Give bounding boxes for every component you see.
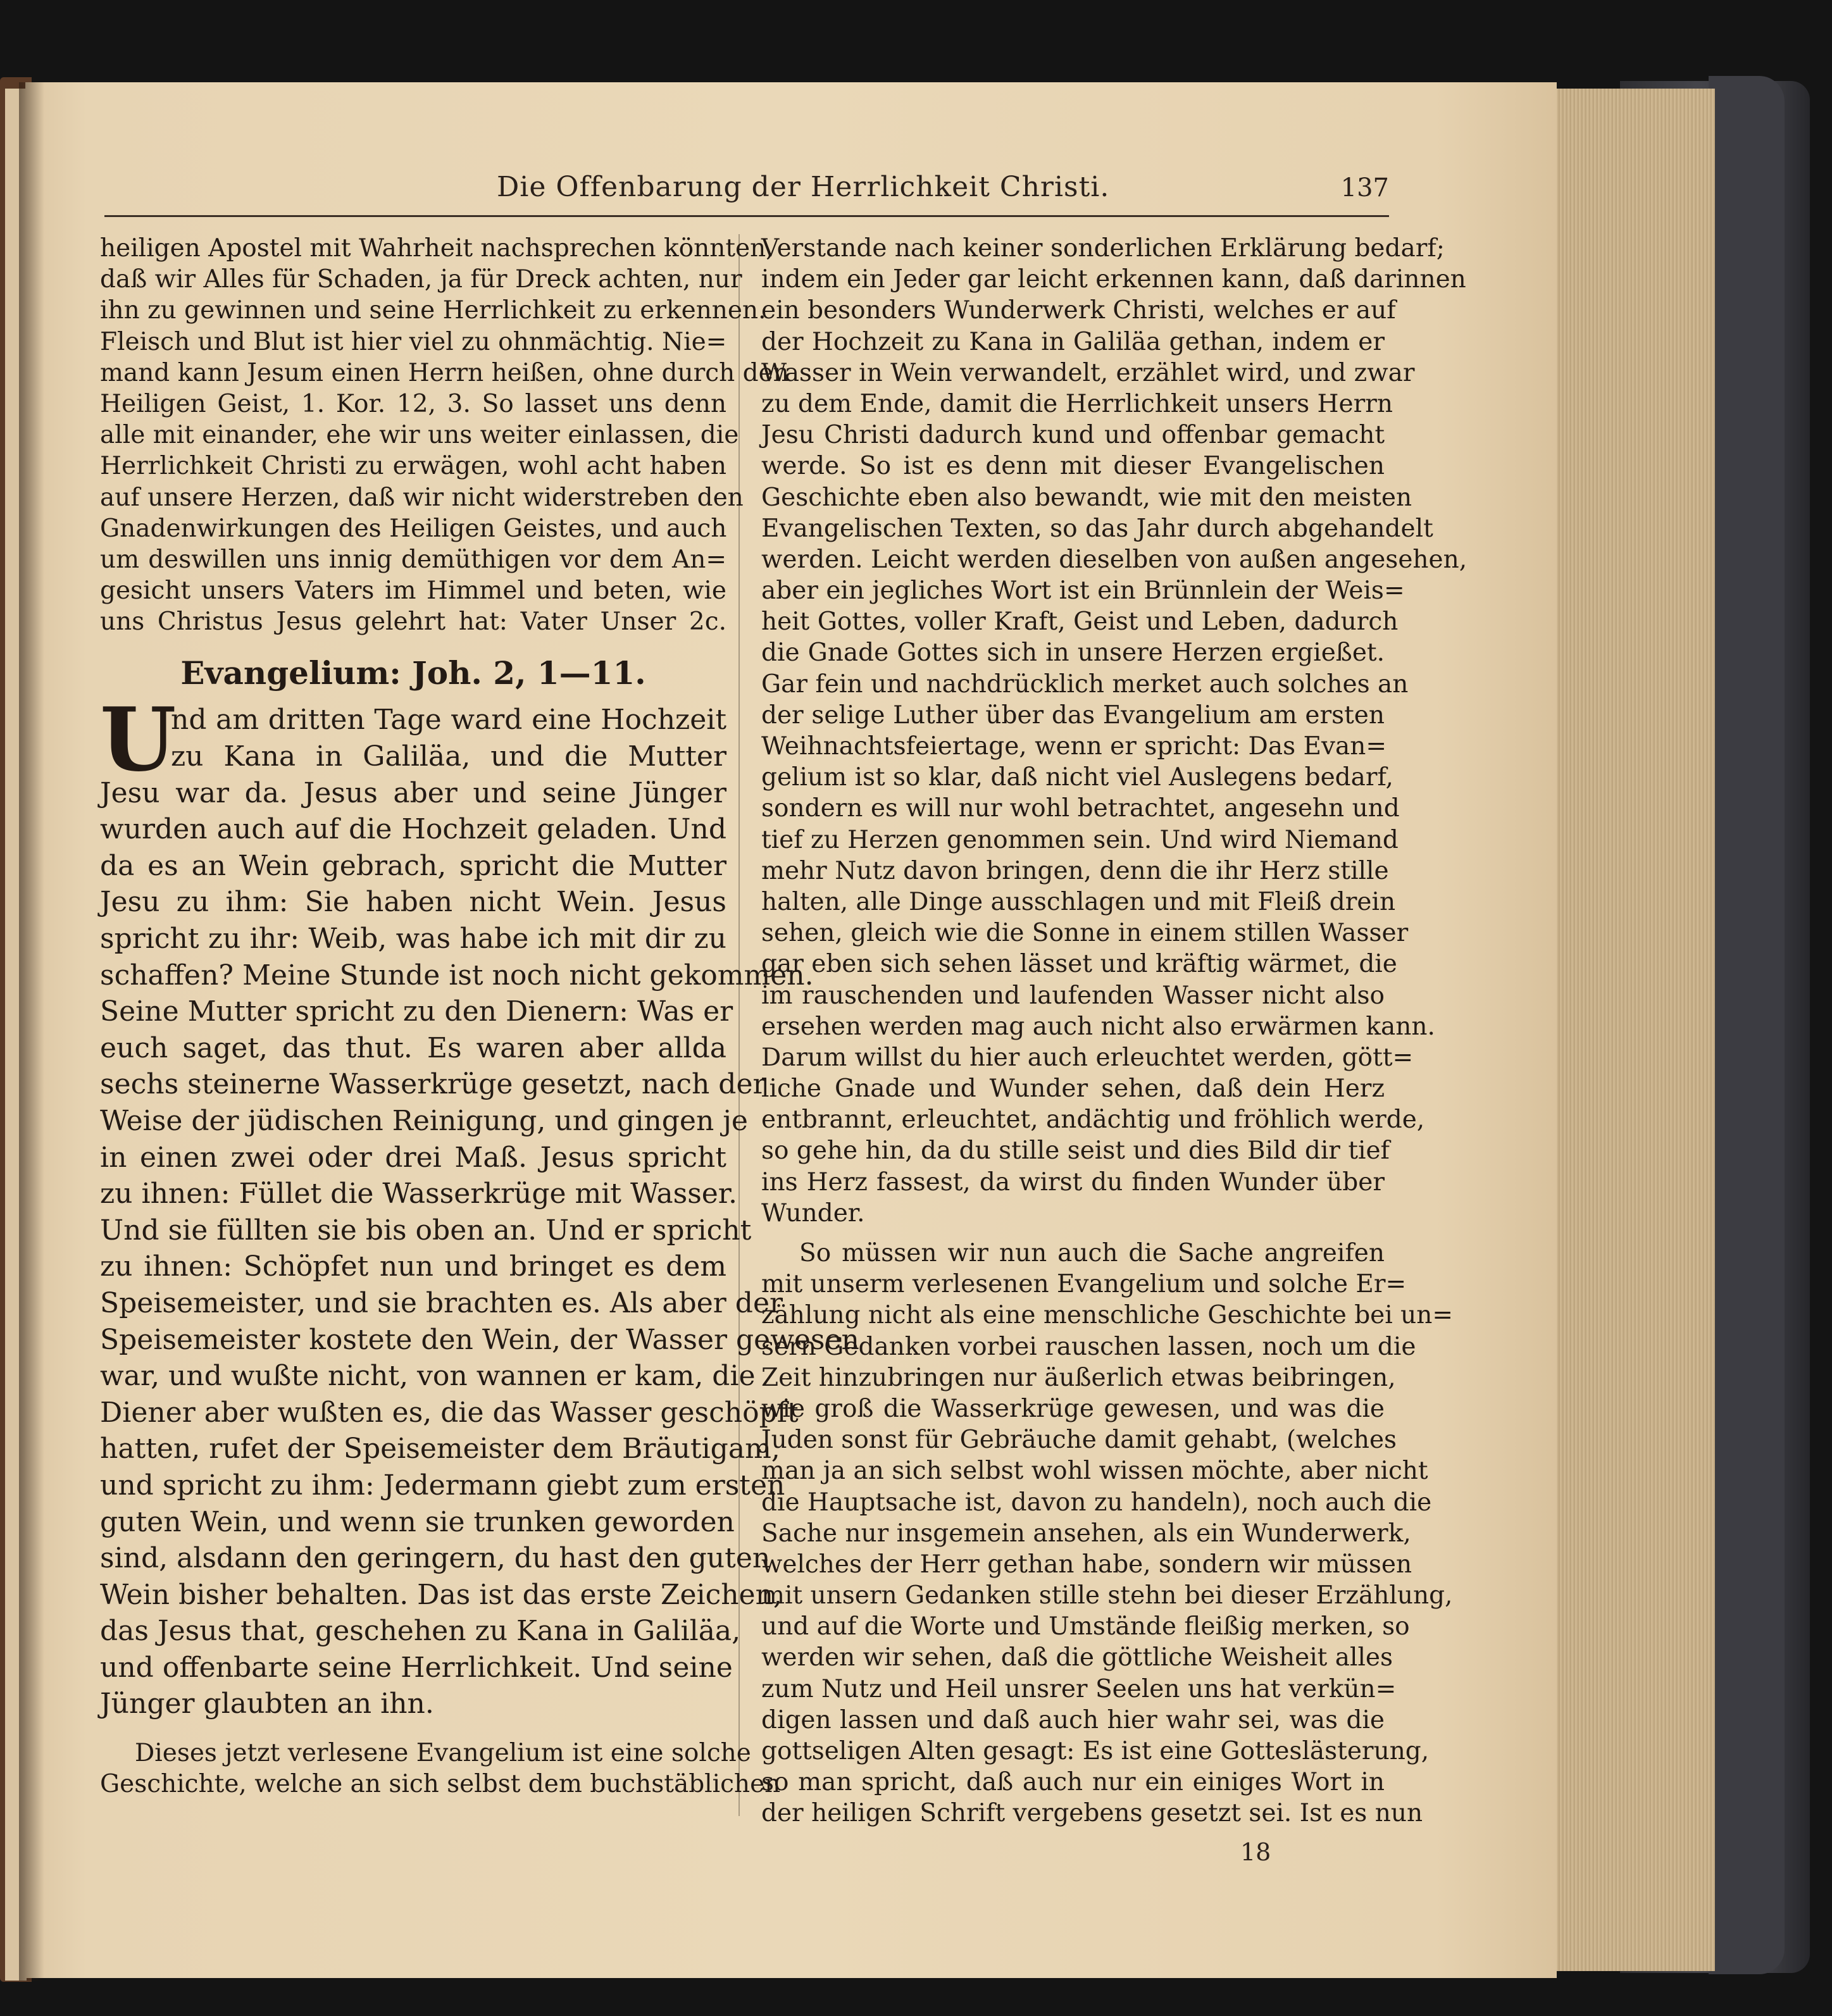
text-line: mand kann Jesum einen Herrn heißen, ohne durch den — [100, 358, 789, 387]
text-line: guten Wein, und wenn sie trunken geworden — [100, 1505, 735, 1538]
text-line: Jesu Christi dadurch kund und offenbar gemacht — [761, 421, 1385, 450]
text-line: Geschichte eben also bewandt, wie mit den meisten — [761, 483, 1412, 512]
text-line: Sache nur insgemein ansehen, als ein Wunderwerk, — [761, 1519, 1411, 1548]
text-line: Zeit hinzubringen nur äußerlich etwas beibringen, — [761, 1363, 1396, 1392]
text-line: sondern es will nur wohl betrachtet, angesehn und — [761, 794, 1400, 823]
text-line: halten, alle Dinge ausschlagen und mit Fleiß drein — [761, 887, 1396, 916]
text-line: war, und wußte nicht, von wannen er kam, die — [100, 1360, 756, 1393]
text-line: Verstande nach keiner sonderlichen Erklärung bedarf; — [761, 234, 1445, 263]
right-column — [761, 233, 1467, 1829]
text-line: Gnadenwirkungen des Heiligen Geistes, und auch — [100, 514, 727, 543]
text-line: Jesu zu ihm: Sie haben nicht Wein. Jesus — [100, 886, 726, 919]
text-line: der selige Luther über das Evangelium am ersten — [761, 700, 1385, 730]
text-line: Heiligen Geist, 1. Kor. 12, 3. So lasset uns denn — [100, 389, 726, 418]
text-line: digen lassen und daß auch hier wahr sei, was die — [761, 1705, 1385, 1734]
text-line: sehen, gleich wie die Sonne in einem stillen Wasser — [761, 919, 1409, 948]
text-line: und spricht zu ihm: Jedermann giebt zum ersten — [100, 1469, 785, 1502]
text-line: so man spricht, daß auch nur ein einiges Wort in — [761, 1768, 1385, 1797]
text-line: werden. Leicht werden dieselben von außen angesehen, — [761, 545, 1467, 574]
right-paragraph-1 — [761, 233, 1467, 1229]
text-line: zählung nicht als eine menschliche Geschichte bei un= — [761, 1301, 1454, 1330]
right-paragraph-2 — [761, 1238, 1454, 1829]
text-line: Speisemeister, und sie brachten es. Als aber der — [100, 1286, 783, 1319]
text-line: zum Nutz und Heil unsrer Seelen uns hat verkün= — [761, 1674, 1397, 1703]
text-line: heiligen Apostel mit Wahrheit nachsprechen könnten, — [100, 234, 774, 263]
text-line: spricht zu ihr: Weib, was habe ich mit dir zu — [100, 923, 726, 955]
text-line: Herrlichkeit Christi zu erwägen, wohl acht haben — [100, 452, 726, 481]
text-line: tief zu Herzen genommen sein. Und wird Niemand — [761, 825, 1399, 854]
text-line: wie groß die Wasserkrüge gewesen, und was die — [761, 1394, 1385, 1423]
text-line: zu ihnen: Füllet die Wasserkrüge mit Wasser. — [100, 1178, 737, 1210]
text-line: Weihnachtsfeiertage, wenn er spricht: Das Evan= — [761, 732, 1387, 761]
text-line: Darum willst du hier auch erleuchtet werden, gött= — [761, 1043, 1414, 1072]
text-line: der heiligen Schrift vergebens gesetzt sei. Ist es nun — [761, 1799, 1423, 1828]
text-line: zu dem Ende, damit die Herrlichkeit unsers Herrn — [761, 389, 1393, 418]
text-line: ins Herz fassest, da wirst du finden Wunder über — [761, 1167, 1385, 1197]
text-line: aber ein jegliches Wort ist ein Brünnlein der Weis= — [761, 576, 1405, 606]
text-line: das Jesus that, geschehen zu Kana in Galiläa, — [100, 1615, 741, 1648]
signature-mark: 18 — [1240, 1838, 1271, 1866]
text-line: zu Kana in Galiläa, und die Mutter — [171, 740, 726, 773]
running-title: Die Offenbarung der Herrlichkeit Christi. — [497, 171, 1110, 203]
text-line: Wunder. — [761, 1198, 865, 1228]
text-line: Wasser in Wein verwandelt, erzählet wird, und zwar — [761, 358, 1415, 387]
text-line: Juden sonst für Gebräuche damit gehabt, (welches — [761, 1426, 1397, 1455]
text-line: schaffen? Meine Stunde ist noch nicht gekommen. — [100, 959, 814, 992]
text-line: die Gnade Gottes sich in unsere Herzen ergießet. — [761, 638, 1385, 668]
text-line: zu ihnen: Schöpfet nun und bringet es dem — [100, 1250, 726, 1283]
text-line: so gehe hin, da du stille seist und dies Bild dir tief — [761, 1136, 1390, 1166]
text-line: gelium ist so klar, daß nicht viel Auslegens bedarf, — [761, 763, 1393, 792]
text-line: Geschichte, welche an sich selbst dem buchstäblichen — [100, 1770, 781, 1799]
text-line: sind, alsdann den geringern, du hast den guten — [100, 1542, 771, 1575]
text-line: und offenbarte seine Herrlichkeit. Und seine — [100, 1651, 733, 1684]
text-line: alle mit einander, ehe wir uns weiter einlassen, die — [100, 421, 739, 450]
text-line: Diener aber wußten es, die das Wasser geschöpft — [100, 1396, 799, 1429]
running-header — [104, 166, 1389, 210]
text-line: man ja an sich selbst wohl wissen möchte, aber nicht — [761, 1457, 1428, 1486]
text-line: mehr Nutz davon bringen, denn die ihr Herz stille — [761, 856, 1389, 885]
text-line: daß wir Alles für Schaden, ja für Dreck achten, nur — [100, 265, 742, 294]
text-line: in einen zwei oder drei Maß. Jesus spricht — [100, 1141, 726, 1174]
text-line: um deswillen uns innig demüthigen vor dem An= — [100, 545, 726, 574]
text-line: mit unsern Gedanken stille stehn bei dieser Erzählung, — [761, 1581, 1453, 1610]
text-line: uns Christus Jesus gelehrt hat: Vater Unser 2c. — [100, 607, 726, 637]
text-line: Jünger glaubten an ihn. — [100, 1688, 434, 1720]
text-line: werden wir sehen, daß die göttliche Weisheit alles — [761, 1643, 1393, 1672]
text-line: Jesu war da. Jesus aber und seine Jünger — [100, 776, 726, 809]
text-line: liche Gnade und Wunder sehen, daß dein Herz — [761, 1074, 1385, 1104]
text-line: ein besonders Wunderwerk Christi, welches er auf — [761, 296, 1396, 325]
text-line: der Hochzeit zu Kana in Galiläa gethan, indem er — [761, 327, 1385, 356]
text-line: gottseligen Alten gesagt: Es ist eine Gotteslästerung, — [761, 1737, 1430, 1765]
text-line: Fleisch und Blut ist hier viel zu ohnmächtig. Nie= — [100, 327, 727, 356]
text-line: Speisemeister kostete den Wein, der Wasser gewesen — [100, 1323, 859, 1356]
text-line: Und sie füllten sie bis oben an. Und er spricht — [100, 1214, 752, 1247]
text-line: Weise der jüdischen Reinigung, und gingen je — [100, 1104, 748, 1137]
text-line: welches der Herr gethan habe, sondern wir müssen — [761, 1550, 1412, 1579]
text-line: auf unsere Herzen, daß wir nicht widerstreben den — [100, 483, 744, 512]
text-line: gesicht unsers Vaters im Himmel und beten, wie — [100, 576, 726, 606]
text-line: wurden auch auf die Hochzeit geladen. Und — [100, 813, 726, 846]
text-line: hatten, rufet der Speisemeister dem Bräutigam, — [100, 1433, 780, 1465]
text-line: entbrannt, erleuchtet, andächtig und fröhlich werde, — [761, 1105, 1425, 1135]
text-line: So müssen wir nun auch die Sache angreifen — [799, 1239, 1385, 1267]
text-line: Dieses jetzt verlesene Evangelium ist eine solche — [135, 1739, 751, 1768]
text-line: ihn zu gewinnen und seine Herrlichkeit zu erkennen. — [100, 296, 766, 325]
text-line: werde. So ist es denn mit dieser Evangelischen — [761, 452, 1385, 481]
text-line: indem ein Jeder gar leicht erkennen kann, daß darinnen — [761, 265, 1466, 294]
page-block-edges — [1550, 89, 1715, 1971]
text-line: nd am dritten Tage ward eine Hochzeit — [171, 704, 726, 737]
text-line: Gar fein und nachdrücklich merket auch solches an — [761, 669, 1409, 699]
header-rule — [104, 215, 1389, 217]
text-line: ersehen werden mag auch nicht also erwärmen kann. — [761, 1012, 1435, 1041]
text-line: sern Gedanken vorbei rauschen lassen, noch um die — [761, 1332, 1416, 1361]
text-line: gar eben sich sehen lässet und kräftig wärmet, die — [761, 950, 1397, 979]
text-line: und auf die Worte und Umstände fleißig merken, so — [761, 1612, 1410, 1641]
text-line: da es an Wein gebrach, spricht die Mutter — [100, 849, 726, 882]
page-number: 137 — [1340, 173, 1389, 202]
text-line: Wein bisher behalten. Das ist das erste Zeichen, — [100, 1578, 782, 1611]
text-line: Evangelischen Texten, so das Jahr durch abgehandelt — [761, 514, 1433, 543]
text-line: sechs steinerne Wasserkrüge gesetzt, nach der — [100, 1068, 766, 1101]
text-line: heit Gottes, voller Kraft, Geist und Leben, dadurch — [761, 607, 1399, 637]
text-line: mit unserm verlesenen Evangelium und solche Er= — [761, 1270, 1407, 1299]
closing-paragraph — [100, 1738, 781, 1800]
text-line: die Hauptsache ist, davon zu handeln), noch auch die — [761, 1488, 1432, 1517]
text-line: im rauschenden und laufenden Wasser nicht also — [761, 981, 1385, 1010]
cover-spine — [1709, 76, 1785, 1974]
text-line: Seine Mutter spricht zu den Dienern: Was er — [100, 995, 733, 1028]
gutter-shadow — [19, 82, 44, 1981]
drop-cap: U — [100, 688, 177, 792]
text-line: euch saget, das thut. Es waren aber allda — [100, 1031, 726, 1064]
gospel-heading: Evangelium: Joh. 2, 1—11. — [180, 654, 646, 692]
intro-paragraph — [100, 233, 789, 637]
